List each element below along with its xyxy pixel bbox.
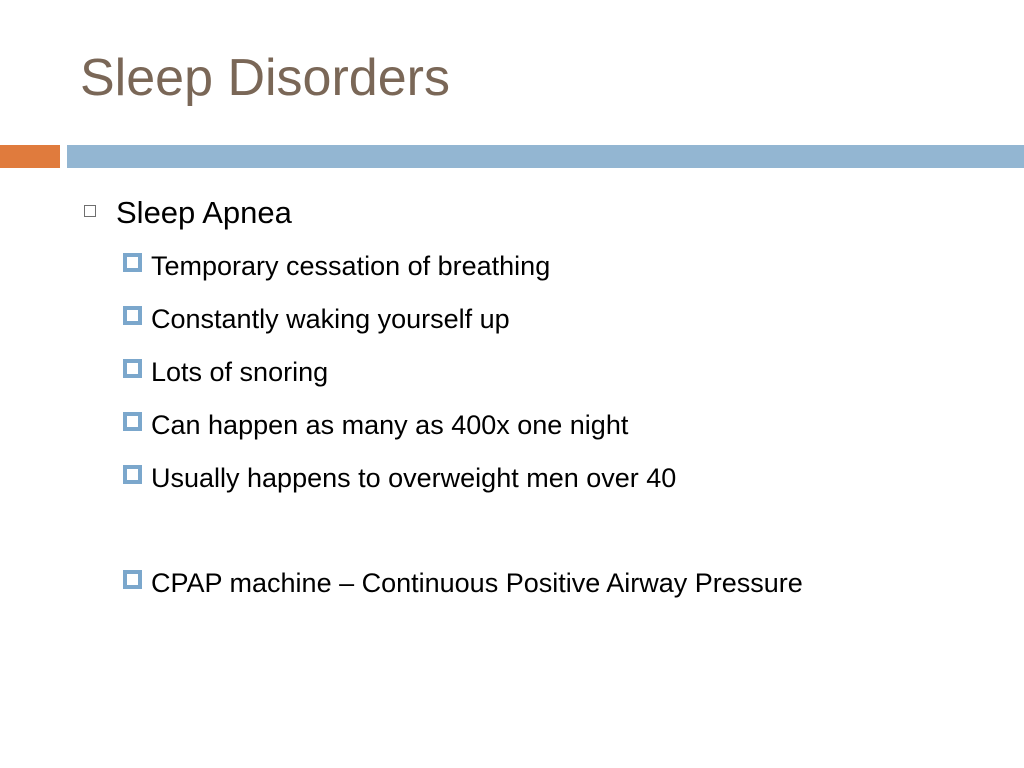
bullet-level2 [123,567,803,599]
bullet-level2 [123,409,628,441]
hollow-square-bullet-icon [84,205,96,217]
bullet-level2 [123,250,550,282]
square-bullet-icon [123,359,142,378]
bullet-text: Usually happens to overweight men over 40 [151,463,677,493]
bullet-text: Can happen as many as 400x one night [151,410,629,440]
bullet-text: Temporary cessation of breathing [151,251,551,281]
bullet-text: Constantly waking yourself up [151,304,510,334]
bullet-text: CPAP machine – Continuous Positive Airway Pressure [151,568,803,598]
bullet-level2 [123,303,510,335]
square-bullet-icon [123,412,142,431]
bullet-text: Sleep Apnea [116,195,292,230]
slide-title: Sleep Disorders [80,49,450,107]
bullet-level2 [123,356,328,388]
square-bullet-icon [123,570,142,589]
bullet-text: Lots of snoring [151,357,329,387]
square-bullet-icon [123,306,142,325]
bullet-level1 [84,195,292,231]
square-bullet-icon [123,253,142,272]
square-bullet-icon [123,465,142,484]
bullet-level2 [123,462,676,494]
